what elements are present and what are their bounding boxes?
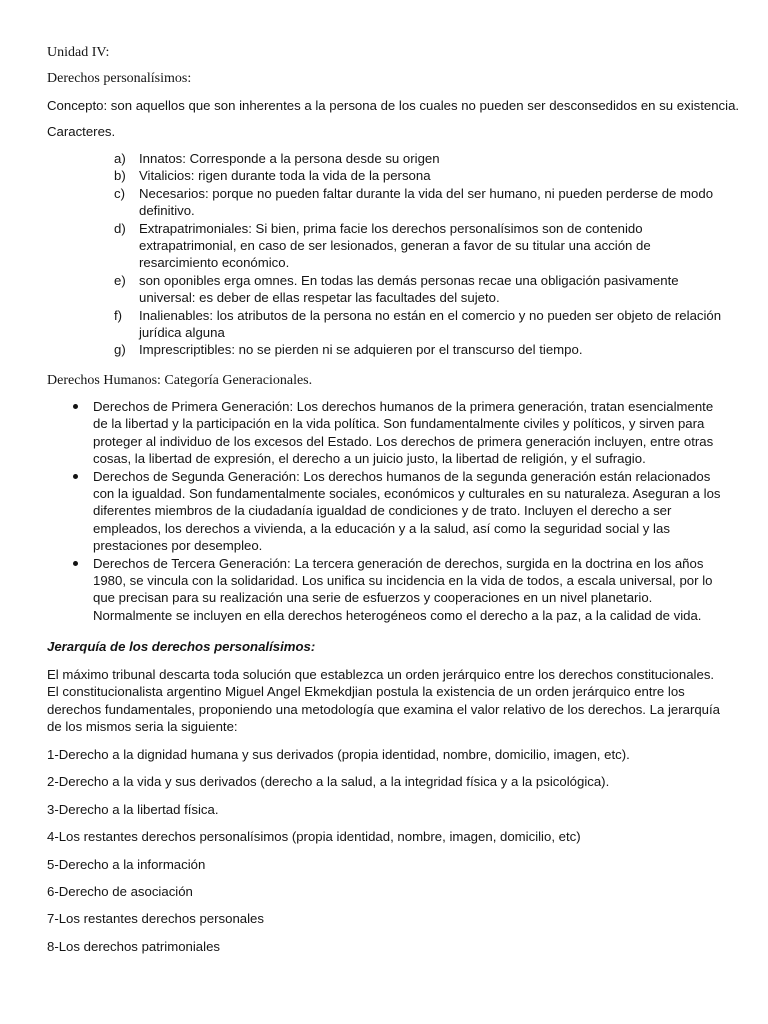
list-item-text: Imprescriptibles: no se pierden ni se adquieren por el transcurso del tiempo. [139, 342, 583, 358]
list-marker: f) [114, 307, 123, 323]
hierarchy-title: Jerarquía de los derechos personalísimos: [47, 639, 316, 654]
list-marker: a) [114, 151, 126, 166]
list-item [114, 185, 726, 220]
list-item [114, 220, 726, 272]
hierarchy-item: 6-Derecho de asociación [47, 884, 193, 899]
bullet-icon [73, 404, 78, 409]
bullet-icon [73, 474, 78, 479]
list-marker: e) [114, 272, 126, 288]
generations-list [72, 398, 726, 624]
list-item [114, 272, 726, 307]
list-marker: g) [114, 342, 126, 358]
human-rights-title: Derechos Humanos: Categoría Generacionales. [47, 373, 313, 388]
concept-paragraph: Concepto: son aquellos que son inherentes a la persona de los cuales no pueden ser desconsedidos en su existencia. [47, 98, 740, 113]
list-item-text: son oponibles erga omnes. En todas las demás personas recae una obligación pasivamente universal: es deber de ellas respetar las facultades del sujeto. [139, 272, 679, 306]
hierarchy-intro: El máximo tribunal descarta toda solución que establezca un orden jerárquico entre los derechos constitucionales. El constitucionalista argentino Miguel Angel Ekmekdjian postula la existencia de un orden jerárquico entre los derechos fundamentales, proponiendo una metodología que examina el valor relativo de los derechos. La jerarquía de los mismos seria la siguiente: [47, 667, 721, 735]
list-marker: d) [114, 220, 126, 236]
list-item [114, 167, 726, 184]
list-item-text: Vitalicios: rigen durante toda la vida de la persona [139, 168, 431, 184]
hierarchy-item: 7-Los restantes derechos personales [47, 911, 264, 926]
hierarchy-item: 5-Derecho a la información [47, 857, 206, 872]
list-item-text: Necesarios: porque no pueden faltar durante la vida del ser humano, ni pueden perderse de modo definitivo. [139, 185, 714, 219]
hierarchy-item: 4-Los restantes derechos personalísimos (propia identidad, nombre, imagen, domicilio, etc) [47, 829, 581, 844]
hierarchy-item: 8-Los derechos patrimoniales [47, 939, 220, 954]
bullet-icon [73, 561, 78, 566]
list-marker: b) [114, 168, 126, 184]
hierarchy-item: 1-Derecho a la dignidad humana y sus derivados (propia identidad, nombre, domicilio, imagen, etc). [47, 747, 630, 762]
list-item [72, 468, 726, 555]
characters-label: Caracteres. [47, 124, 116, 139]
list-item-text: Derechos de Segunda Generación: Los derechos humanos de la segunda generación están relacionados con la igualdad. Son fundamentalmente sociales, económicos y culturales en su naturaleza. Aseguran a los diferentes miembros de la ciudadanía igualdad de condiciones y de trato. Incluyen el derecho a ser empleados, los derechos a vivienda, a la educación y a la salud, así como la seguridad social y las prestaciones por desempleo. [93, 468, 721, 554]
hierarchy-item: 2-Derecho a la vida y sus derivados (derecho a la salud, a la integridad física y a la psicológica). [47, 774, 610, 789]
list-item-text: Inalienables: los atributos de la persona no están en el comercio y no pueden ser objeto de relación jurídica alguna [139, 307, 722, 341]
list-item-text: Derechos de Tercera Generación: La tercera generación de derechos, surgida en la doctrina en los años 1980, se vincula con la solidaridad. Los unifica su incidencia en la vida de todos, a escala universal, por lo que precisan para su realización una serie de esfuerzos y cooperaciones en un nivel planetario. Normalmente se incluyen en ella derechos heterogéneos como el derecho a la paz, a la calidad de vida. [93, 555, 713, 623]
list-item-text: Derechos de Primera Generación: Los derechos humanos de la primera generación, tratan esencialmente de la libertad y la participación en la vida política. Son fundamentalmente civiles y políticos, y sirven para proteger al individuo de los excesos del Estado. Los derechos de primera generación incluyen, entre otras cosas, la libertad de expresión, el derecho a un juicio justo, la libertad de religión, y el sufragio. [93, 399, 714, 467]
list-item [72, 555, 726, 625]
list-marker: c) [114, 185, 125, 201]
list-item [114, 341, 726, 358]
unit-title: Unidad IV: [47, 45, 110, 60]
list-item-text: Innatos: Corresponde a la persona desde su origen [139, 151, 440, 166]
list-item [114, 150, 726, 167]
list-item [114, 307, 726, 342]
section-title: Derechos personalísimos: [47, 71, 192, 86]
hierarchy-item: 3-Derecho a la libertad física. [47, 802, 219, 817]
list-item [72, 398, 726, 468]
list-item-text: Extrapatrimoniales: Si bien, prima facie los derechos personalísimos son de contenido extrapatrimonial, en caso de ser lesionados, generan a favor de su titular una acción de resarcimiento económico. [139, 220, 651, 271]
characters-list [114, 150, 726, 359]
